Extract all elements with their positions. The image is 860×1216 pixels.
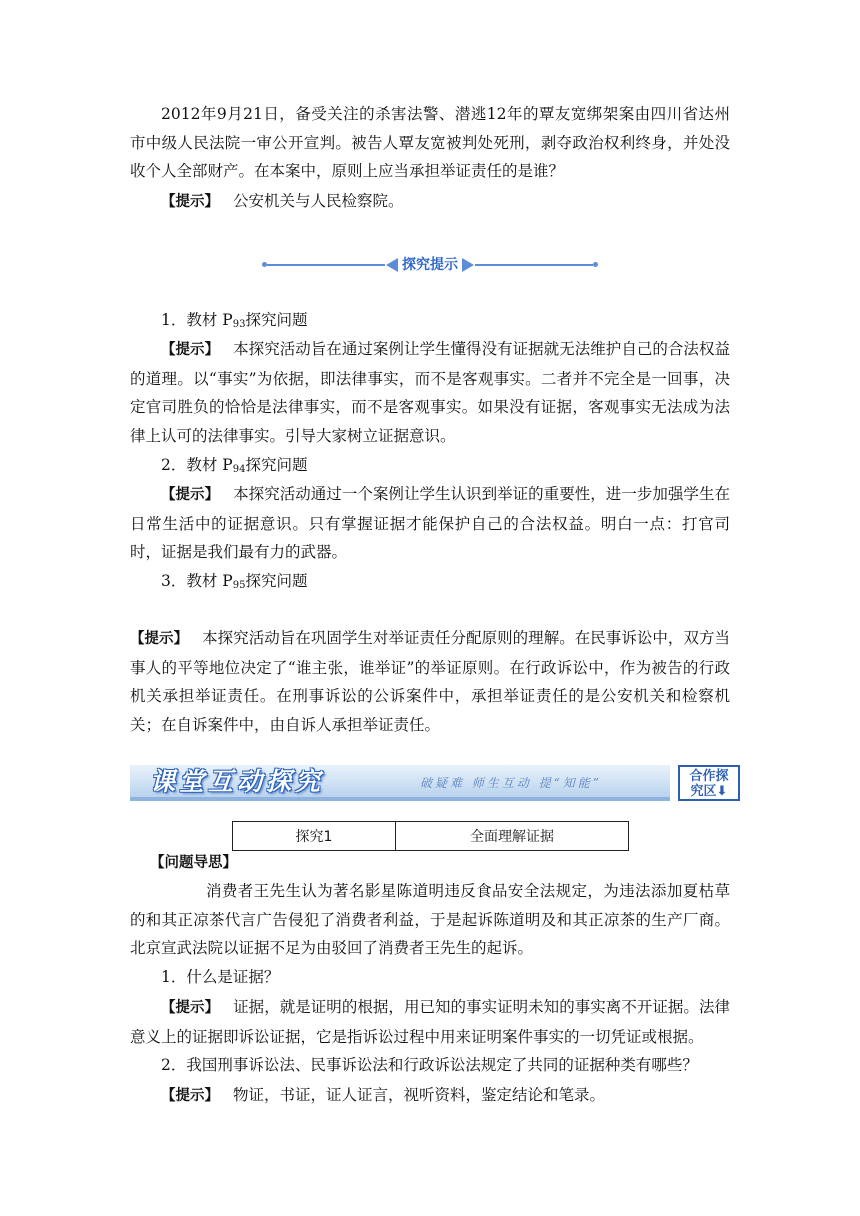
inquiry-number-cell: 探究1 (233, 822, 396, 851)
tip-text: 本探究活动旨在通过案例让学生懂得没有证据就无法维护自己的合法权益的道理。以“事实”为依据，即法律事实，而不是客观事实。二者并不完全是一回事，决定官司胜负的恰恰是法律事实，而不是客观事实。如果没有证据，客观事实无法成为法律上认可的法律事实。引导大家树立证据意识。 (130, 340, 730, 445)
inquiry-table (232, 821, 629, 851)
item-number: 3． (161, 572, 187, 590)
inquiry-topic-cell: 全面理解证据 (396, 822, 629, 851)
tip-label: 【提示】 (161, 194, 219, 210)
intro-tip (130, 187, 730, 217)
tip-text: 物证，书证，证人证言，视听资料，鉴定结论和笔录。 (233, 1086, 606, 1104)
zone-line-1: 合作探 (689, 769, 729, 784)
explore-tips-banner (262, 255, 598, 275)
tip-text: 本探究活动通过一个案例让学生认识到举证的重要性，进一步加强学生在日常生活中的证据意识。只有掌握证据才能保护自己的合法权益。明白一点：打官司时，证据是我们最有力的武器。 (130, 485, 730, 561)
item-suffix: 探究问题 (245, 311, 308, 329)
item-number: 1． (161, 311, 187, 329)
question-1-text: 1．什么是证据？ (161, 968, 280, 986)
tip-label: 【提示】 (161, 1088, 219, 1104)
table-row (233, 822, 629, 851)
item-page: 94 (232, 464, 246, 475)
item-number: 2． (161, 456, 187, 474)
tip-label: 【提示】 (161, 487, 220, 503)
triangle-right-icon (462, 258, 474, 272)
guide-paragraph (130, 877, 730, 963)
item-page: 93 (232, 319, 246, 330)
item-prefix: 教材 P (186, 572, 233, 590)
banner-line-right (475, 264, 593, 266)
guide-text: 消费者王先生认为著名影星陈道明违反食品安全法规定，为违法添加夏枯草的和其正凉茶代言广告侵犯了消费者利益，于是起诉陈道明及和其正凉茶的生产厂商。北京宣武法院以证据不足为由驳回了消费者王先生的起诉。 (130, 882, 730, 957)
answer-1 (130, 993, 730, 1051)
question-1 (130, 963, 730, 992)
banner-line-left (267, 264, 385, 266)
item-heading (130, 567, 730, 601)
zone-line-2: 究区⬇ (690, 784, 728, 799)
explore-tips-label: 探究提示 (402, 257, 458, 273)
item-prefix: 教材 P (186, 311, 233, 329)
item-suffix: 探究问题 (245, 456, 308, 474)
tip-text: 公安机关与人民检察院。 (233, 192, 404, 210)
item-prefix: 教材 P (186, 456, 233, 474)
intro-paragraph (130, 100, 730, 186)
intro-text: 2012年9月21日，备受关注的杀害法警、潜逃12年的覃友宽绑架案由四川省达州市中级人民法院一审公开宣判。被告人覃友宽被判处死刑，剥夺政治权利终身，并处没收个人全部财产。在本案中，原则上应当承担举证责任的是谁？ (130, 105, 730, 180)
item-tip (130, 624, 730, 739)
tip-label: 【提示】 (161, 342, 220, 358)
triangle-left-icon (386, 258, 398, 272)
question-2-text: 2．我国刑事诉讼法、民事诉讼法和行政诉讼法规定了共同的证据种类有哪些？ (161, 1056, 698, 1074)
section-banner (130, 765, 740, 803)
tip-text: 本探究活动旨在巩固学生对举证责任分配原则的理解。在民事诉讼中，双方当事人的平等地位决定了“谁主张，谁举证”的举证原则。在行政诉讼中，作为被告的行政机关承担举证责任。在刑事诉讼的公诉案件中，承担举证责任的是公安机关和检察机关；在自诉案件中，由自诉人承担举证责任。 (130, 629, 730, 734)
tip-label: 【提示】 (161, 1000, 220, 1016)
answer-2 (130, 1081, 730, 1111)
section-title: 课堂互动探究 (150, 767, 325, 796)
section-tagline: 破疑难 师生互动 提“知能” (420, 776, 602, 790)
cooperation-zone-badge (678, 765, 740, 801)
item-page: 95 (232, 580, 246, 591)
tip-label: 【提示】 (130, 631, 189, 647)
banner-dot-right (593, 262, 598, 267)
item-tip (130, 480, 730, 567)
question-2 (130, 1051, 730, 1080)
tip-text: 证据，就是证明的根据，用已知的事实证明未知的事实离不开证据。法律意义上的证据即诉讼证据，它是指诉讼过程中用来证明案件事实的一切凭证或根据。 (130, 998, 730, 1046)
item-tip (130, 335, 730, 450)
guide-heading (150, 848, 750, 878)
item-suffix: 探究问题 (245, 572, 308, 590)
guide-heading-label: 【问题导思】 (150, 855, 237, 871)
